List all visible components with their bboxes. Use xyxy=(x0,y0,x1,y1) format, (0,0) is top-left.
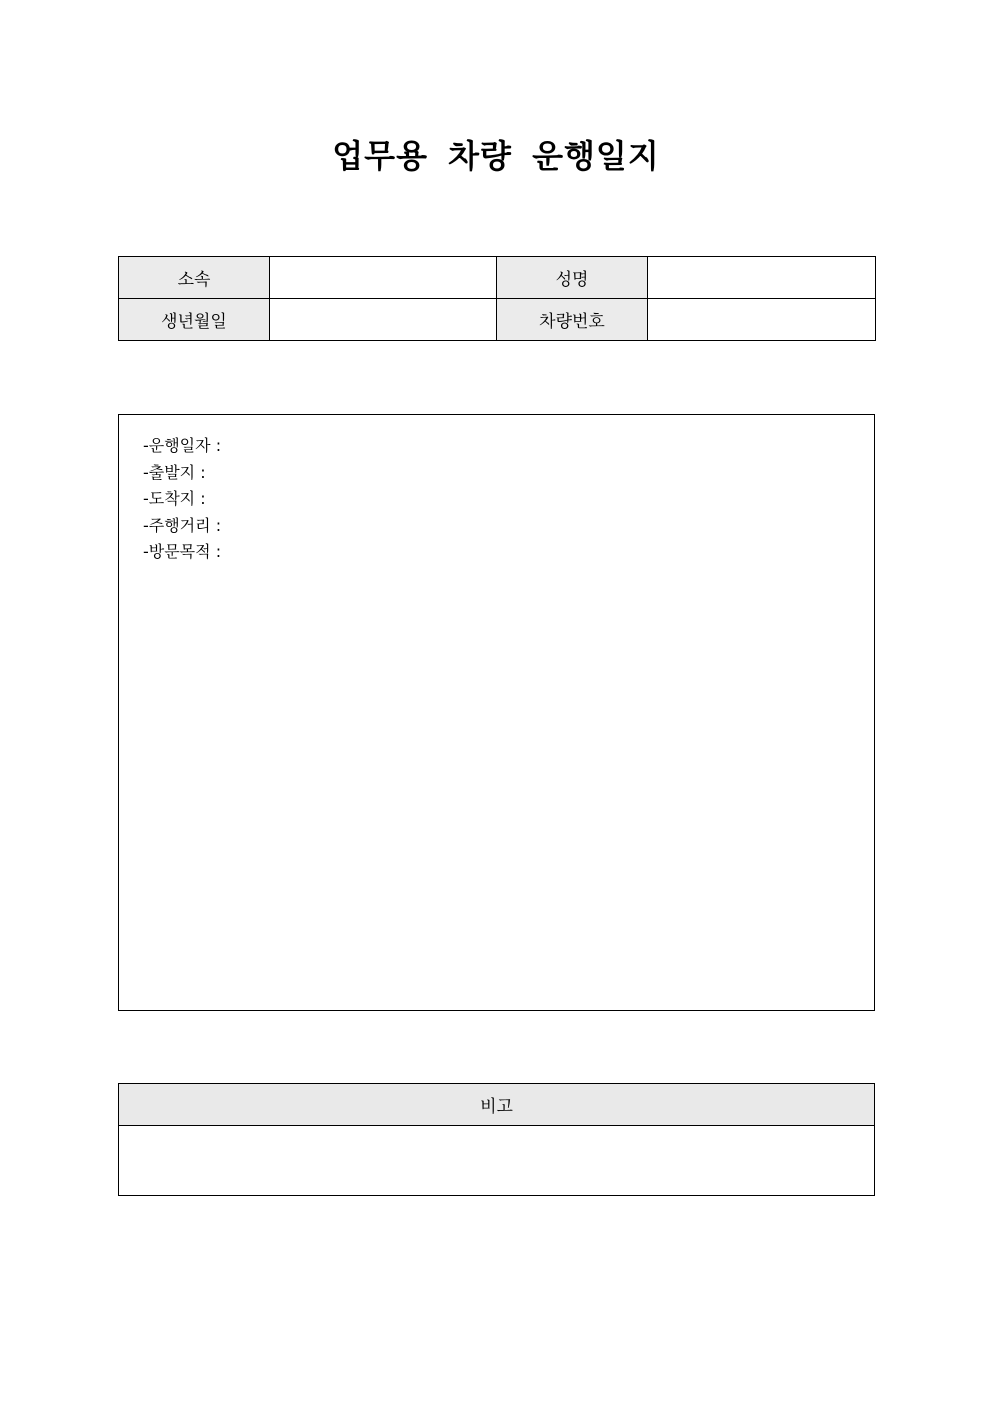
departure-label: -출발지 xyxy=(143,462,196,482)
remarks-table xyxy=(118,1083,875,1196)
affiliation-field[interactable] xyxy=(270,257,497,299)
info-row-affiliation xyxy=(119,257,876,299)
remarks-field[interactable] xyxy=(119,1126,875,1196)
log-entry-list xyxy=(143,433,221,566)
remarks-body-row xyxy=(119,1126,875,1196)
vehicle-number-label: 차량번호 xyxy=(497,299,648,341)
log-item-destination xyxy=(143,486,221,513)
log-item-visit-purpose xyxy=(143,539,221,566)
name-label: 성명 xyxy=(497,257,648,299)
visit-purpose-label: -방문목적 xyxy=(143,542,211,561)
drive-date-label: -운행일자 xyxy=(143,436,211,455)
log-item-distance xyxy=(143,513,221,540)
personal-info-table xyxy=(118,256,876,341)
visit-purpose-separator: : xyxy=(210,542,222,561)
log-entry-box[interactable] xyxy=(118,414,875,1011)
destination-label: -도착지 xyxy=(143,489,196,508)
vehicle-number-field[interactable] xyxy=(648,299,876,341)
info-row-birthdate xyxy=(119,299,876,341)
document-title: 업무용 차량 운행일지 xyxy=(332,137,660,175)
birthdate-label: 생년월일 xyxy=(119,299,270,341)
remarks-header-row xyxy=(119,1084,875,1126)
distance-label: -주행거리 xyxy=(143,515,211,535)
log-item-departure xyxy=(143,460,221,487)
log-item-drive-date xyxy=(143,433,221,460)
departure-separator: : xyxy=(195,462,206,482)
destination-separator: : xyxy=(195,489,206,508)
drive-date-separator: : xyxy=(210,436,222,455)
distance-separator: : xyxy=(210,515,222,535)
name-field[interactable] xyxy=(648,257,876,299)
remarks-header: 비고 xyxy=(119,1084,875,1126)
birthdate-field[interactable] xyxy=(270,299,497,341)
affiliation-label: 소속 xyxy=(119,257,270,299)
